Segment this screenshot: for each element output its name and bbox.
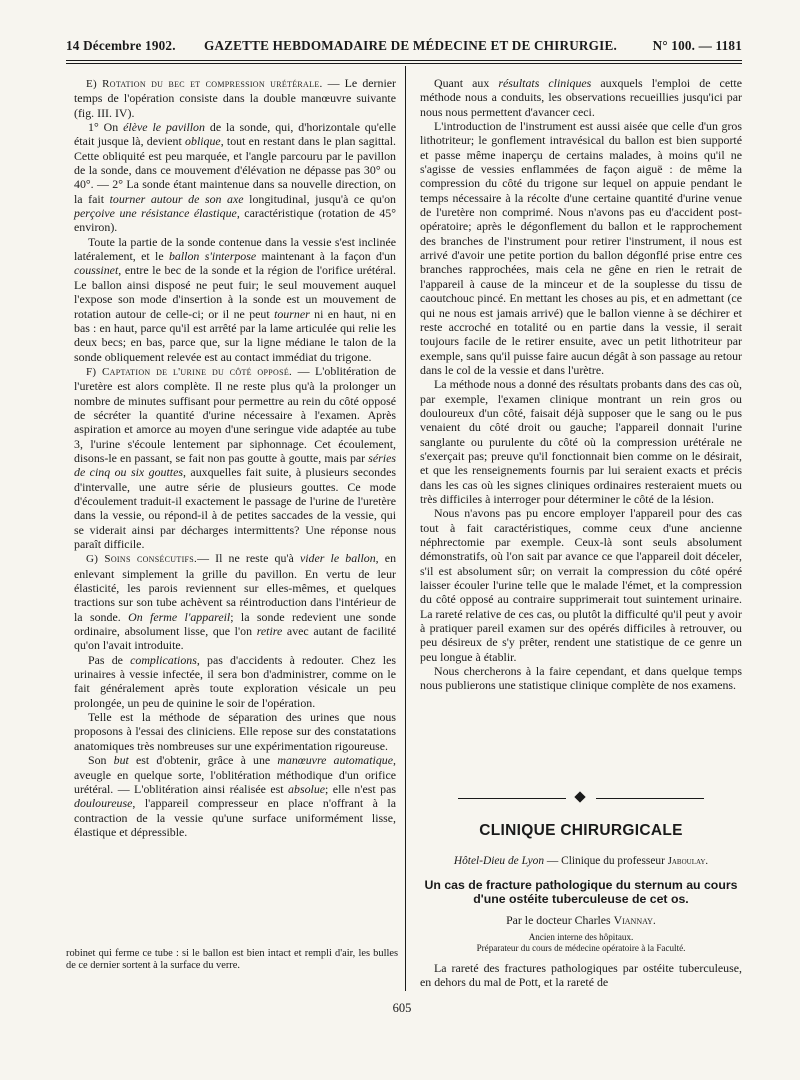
header-date: 14 Décembre 1902. — [66, 38, 176, 53]
italic-text: complications — [130, 652, 197, 667]
text: Pas de — [88, 652, 131, 667]
italic-text: perçoive une résistance élastique — [74, 206, 237, 221]
text: , caractéristique (rotation de 45° environ). — [74, 206, 396, 235]
italic-text: oblique — [185, 134, 221, 149]
paragraph-elevation — [74, 120, 396, 235]
folio-number: 605 — [392, 1001, 412, 1015]
text: est d'obtenir, grâce à une — [128, 753, 278, 768]
italic-text: résultats cliniques — [498, 76, 592, 90]
italic-text: manœuvre automatique — [277, 753, 394, 768]
section-e-text: — Le dernier temps de l'opération consiste dans la double manœuvre suivante (fig. III. IV). — [74, 76, 396, 120]
paragraph-resultats — [420, 76, 742, 119]
paragraph-probants: La méthode nous a donné des résultats probants dans des cas où, par exemple, l'examen clinique montrant un rein gros ou douloureux d'un côté, faisait déjà supposer que le sang ou le pus venaient du côté droit ou gauche; l'appareil donnait l'urine sanglante ou purulente du côté où la compression urétérale ne s'exerçait pas; preuve qu'il fonctionnait bien comme on le désirait, et que les renseignements fournis par lui seraient exacts et précis dans les cas où les signes cliniques ordinaires resteraient muets ou très difficiles à interroger pour déterminer le côté de la lésion. — [420, 377, 742, 506]
author-name: Viannay. — [613, 913, 656, 927]
text: de la sonde, qui, d'horizontale qu'elle était jusque là, devient — [74, 120, 396, 149]
ornament-line — [596, 798, 704, 799]
column-divider — [405, 66, 406, 991]
text: auxquels l'emploi de cette méthode nous a conduits, les observations recueillies jusqu'ici par nous nous permettent d'avancer ceci. — [420, 76, 742, 119]
section-e — [74, 76, 396, 120]
text: , aveugle en quelque sorte, l'oblitération méthodique d'un orifice urétéral. — L'oblitération ainsi réalisée est — [74, 753, 396, 796]
journal-title: GAZETTE HEBDOMADAIRE DE MÉDECINE ET DE CHIRURGIE. — [204, 38, 617, 53]
issue-page-number: N° 100. — 1181 — [652, 38, 742, 53]
professor-name: Jaboulay. — [667, 856, 709, 867]
italic-text: coussinet — [74, 263, 119, 278]
italic-text: séries de cinq ou six gouttes — [74, 450, 396, 480]
header-rule-second — [66, 63, 742, 64]
text: Quant aux — [434, 76, 499, 90]
text: — Il ne reste qu'à — [197, 551, 300, 566]
paragraph-ballon — [74, 235, 396, 364]
text: ni en haut, ni en bas : en haut, parce qu'il est arrêté par la lame articulée qui relie les deux becs; en bas, parce que, sur la ligne médiane le talon de la sonde obliquement relevée est au contact immédiat du trigone. — [74, 306, 396, 364]
italic-text: ballon s'interpose — [168, 249, 257, 264]
italic-text: absolue — [288, 781, 326, 796]
text: , pas d'accidents à redouter. Chez les urinaires à vessie infectée, il sera bon d'administrer, comme on le fait généralement après toute exploration vésicale un peu prolongée, un peu de quinine le soir de l'opération. — [74, 652, 396, 710]
author-credit-second: Préparateur du cours de médecine opératoire à la Faculté. — [476, 943, 686, 953]
text: , auxquelles fait suite, à plusieurs secondes d'intervalle, une autre série de plusieurs gouttes. Ce mode d'écoulement traduit-il exactement le passage de l'urine de l'uretère dans la vessie, ou répond-il à de petites saccades de la vessie, qui se viderait ainsi par décharges intermittents? Une réponse nous paraît difficile. — [74, 465, 396, 551]
diamond-icon — [574, 791, 585, 802]
text: maintenant à la façon d'un — [256, 249, 396, 264]
article-author — [420, 913, 742, 928]
article-intro — [420, 961, 742, 990]
italic-text: tourner — [274, 306, 310, 321]
paragraph-statistique: Nous chercherons à la faire cependant, et dans quelque temps nous publierons une statistique clinique complète de nos examens. — [420, 664, 742, 693]
text: ; elle n'est pas — [325, 781, 396, 796]
author-credit: Ancien interne des hôpitaux. — [528, 932, 634, 942]
italic-text: but — [113, 753, 129, 768]
text: , entre le bec de la sonde et la région de l'orifice urétéral. Le ballon ainsi disposé ne peut fuir; le seul mouvement auquel l'expose son mode d'insertion à la sonde est un mouvement de rotation autour de celle-ci; or il ne peut — [74, 263, 396, 321]
italic-text: douloureuse — [74, 796, 133, 811]
italic-text: élève le pavillon — [123, 120, 205, 135]
text: avec autant de facilité qu'on l'avait introduite. — [74, 624, 397, 653]
header-rule — [66, 60, 742, 61]
article-title: Un cas de fracture pathologique du sternum au cours d'une ostéite tuberculeuse de cet os. — [424, 878, 738, 906]
text: , en enlevant simplement la grille du pavillon. En vertu de leur élasticité, les parois reviennent sur elles-mêmes, et quelques tractions sur son tube achèvent sa réintroduction dans l'intérieur de la sonde. — [74, 551, 397, 624]
text: Par le docteur Charles — [506, 913, 614, 927]
running-header — [66, 38, 742, 58]
text: — L'oblitération de l'uretère est alors complète. Il ne reste plus qu'à la prolonger un nombre de minutes suffisant pour permettre au rein du côté opposé de sécréter la quantité d'urine nécessaire à l'examen. Après aspiration et amorce au moyen d'une seringue vide adaptée au tube 3, l'urine s'écoule lentement par siphonnage. Cet écoulement, disons-le en passant, se fait non pas goutte à goutte, mais par — [74, 363, 396, 465]
text: ; la sonde redevient une sonde ordinaire, absolument lisse, que l'on — [74, 609, 396, 639]
italic-text: vider le ballon — [299, 551, 376, 566]
text: Toute la partie de la sonde contenue dans la vessie s'est inclinée latéralement, et le — [74, 234, 396, 264]
paragraph-introduction: L'introduction de l'instrument est aussi aisée que celle d'un gros lithotriteur; le gonflement intravésical du ballon est bien supporté et passe même inaperçu de certains malades, à moins qu'il ne s'agisse de vessies enflammées de façon aiguë : de même la compression du côté du trigone sur lequel on appuie pendant le temps nécessaire à la récolte d'une certaine quantité d'urine venue de l'uretère non comprimé. Nous n'avons pas eu d'accident post-opératoire; après le dégonflement du ballon et le rapprochement des branches de l'instrument pour retirer l'instrument, il nous est arrivé d'avoir une petite portion du ballon dégonflé prise entre ces branches rapprochées, mais cela ne gêne en rien le retrait de l'appareil à cause de la minceur et de la souplesse du tissu de caoutchouc pincé. En mettant les choses au pis, et en admettant (ce qui ne nous est jamais arrivé) que le ballon vienne à se déchirer et reste accroché en totalité ou en partie dans la vessie, il serait toujours facile de le retirer ensuite, avec un petit lithotriteur par exemple, sans qu'il puisse faire aucun dégât à son passage au retour dans le col de la vessie et dans l'urètre. — [420, 119, 742, 377]
footnote — [66, 948, 398, 973]
section-g — [74, 551, 396, 652]
italic-text: tourner autour de son axe — [109, 191, 244, 206]
ornament-line — [458, 798, 566, 799]
clinic-subheading — [420, 855, 742, 867]
italic-text: retire — [256, 624, 283, 639]
text: Son — [88, 753, 114, 768]
section-heading: CLINIQUE CHIRURGICALE — [479, 822, 683, 839]
hospital-name: Hôtel-Dieu de Lyon — [453, 855, 545, 867]
intro-paragraph: La rareté des fractures pathologiques par ostéite tuberculeuse, en dehors du mal de Pott, et la rareté de — [420, 961, 742, 990]
text: , tout en restant dans le plan sagittal. Cette obliquité est peu marquée, et l'angle parcouru par le pavillon de la sonde, dans ce mouvement d'élévation ne dépasse pas 30° ou 40°. — 2° La sonde étant maintenue dans sa nouvelle direction, on la fait — [74, 134, 396, 206]
paragraph-complications — [74, 653, 396, 710]
text: — Clinique du professeur — [544, 855, 668, 867]
italic-text: On ferme l'appareil — [128, 609, 231, 624]
paragraph-but — [74, 753, 396, 839]
section-f — [74, 364, 396, 551]
right-column — [420, 76, 742, 693]
text: , l'appareil compresseur en place n'offrant à la contraction de la vessie qu'une surface uniformément lisse, élastique et dépressible. — [74, 796, 396, 839]
left-column — [74, 76, 396, 839]
section-ornament — [458, 793, 704, 803]
paragraph-caracteristiques: Nous n'avons pas pu encore employer l'appareil pour des cas tout à fait caractéristiques, comme ceux d'une ancienne néphrectomie par exemple. Ceux-là sont seuls absolument démonstratifs, où l'on sait par avance ce que l'appareil doit déceler, s'il est absolument sûr; on verrait la compression du côté opéré laisser écouler l'urine telle que le malade l'émet, et la compression du côté opposé au contraire supprimerait tout suintement urinaire. La rareté relative de ces cas, ou plutôt la difficulté qu'il peut y avoir à pratiquer pareil examen sur des opérés difficiles à retrouver, ou peu désireux de s'y prêter, rendent une statistique de ce genre un peu longue à établir. — [420, 506, 742, 664]
footnote-text: robinet qui ferme ce tube : si le ballon est bien intact et rempli d'air, les bulles de ce dernier sortent à la surface du verre. — [66, 948, 398, 972]
text: 1° On — [88, 120, 124, 135]
section-f-label: F) Captation de l'urine du côté opposé. — [86, 365, 293, 378]
section-e-label: E) Rotation du bec et compression urétérale. — [86, 78, 323, 90]
text: longitudinal, jusqu'à ce qu'on — [243, 191, 396, 206]
paragraph-methode: Telle est la méthode de séparation des urines que nous proposons à l'essai des cliniciens. Elle repose sur des constatations anatomiques très nombreuses sur une expérimentation rigoureuse. — [74, 710, 396, 753]
section-g-label: G) Soins consécutifs. — [86, 553, 198, 566]
